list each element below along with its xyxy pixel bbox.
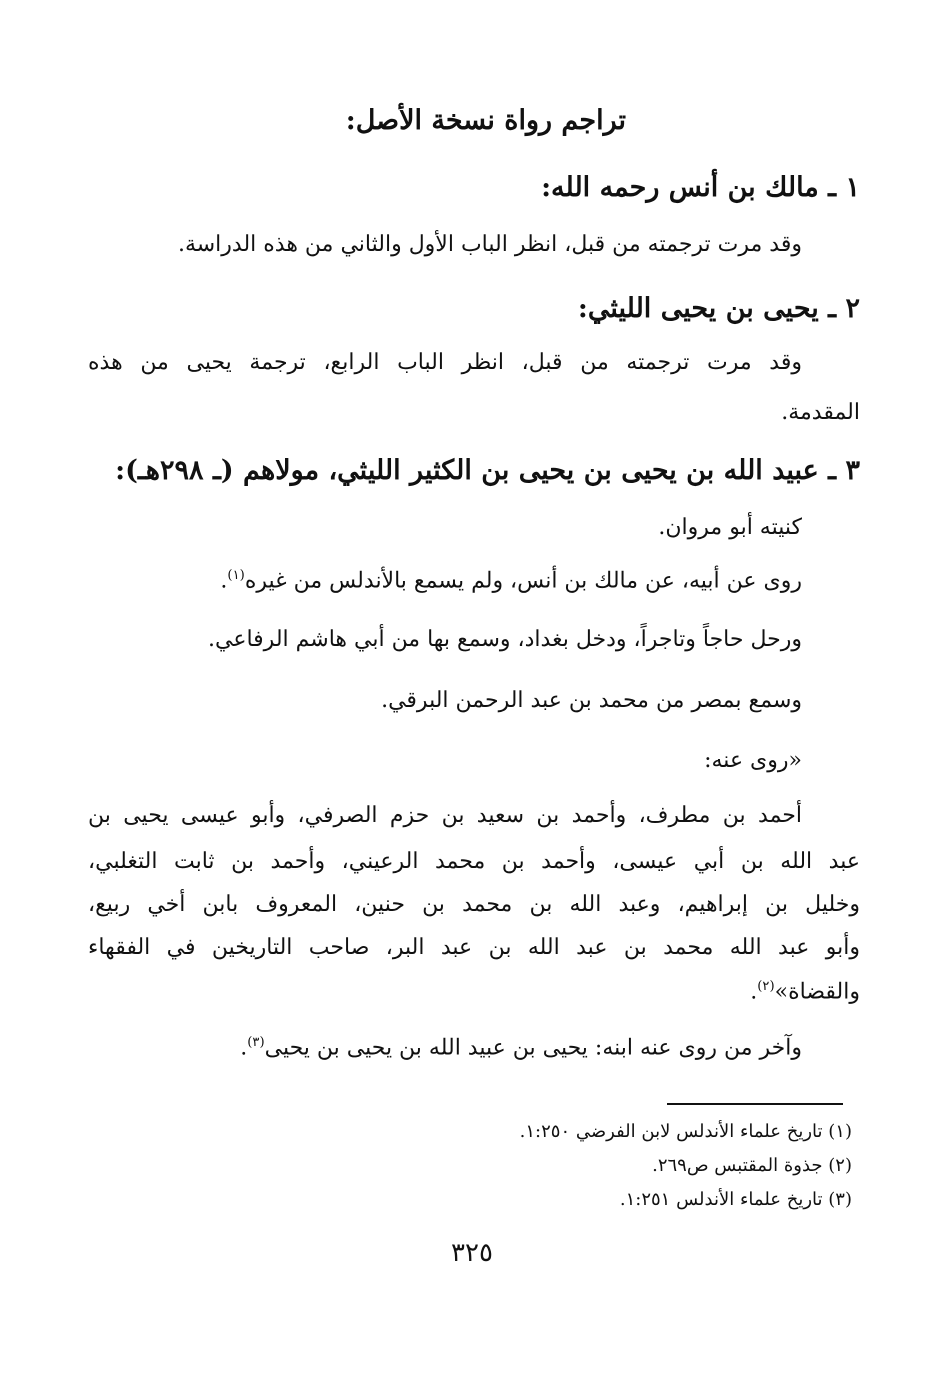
- narrators-line-4: وأبو عبد الله محمد بن عبد الله بن عبد البر، صاحب التاريخين في الفقهاء: [88, 935, 860, 960]
- kunya-text: كنيته أبو مروان.: [658, 515, 802, 540]
- page-number: ٣٢٥: [451, 1238, 493, 1268]
- page-title: تراجم رواة نسخة الأصل:: [345, 105, 626, 136]
- narrators-last-end: .: [750, 979, 758, 1005]
- narrators-line-3: وخليل بن إبراهيم، وعبد الله بن محمد بن حنين، المعروف بابن أخي ربيع،: [88, 892, 860, 917]
- egypt-text: وسمع بمصر من محمد بن عبد الرحمن البرقي.: [381, 688, 802, 713]
- footnote-2: (٢) جذوة المقتبس ص٢٦٩.: [652, 1155, 852, 1176]
- narrators-line-5: [0, 979, 860, 1004]
- narrated-from-text: [0, 568, 802, 593]
- section-heading-malik: ١ ـ مالك بن أنس رحمه الله:: [541, 172, 860, 203]
- section-text-yahya-line1: وقد مرت ترجمته من قبل، انظر الباب الرابع، ترجمة يحيى من هذه: [88, 350, 802, 375]
- last-narrator-end: .: [240, 1035, 248, 1061]
- narrators-last-text: والقضاة»: [774, 979, 860, 1005]
- narrators-line-2: عبد الله بن أبي عيسى، وأحمد بن محمد الرعيني، وأحمد بن ثابت التغلبي،: [88, 849, 860, 874]
- footnote-ref-1: (١): [227, 568, 245, 583]
- narrators-line-1: أحمد بن مطرف، وأحمد بن سعيد بن حزم الصرفي، وأبو عيسى يحيى بن: [88, 803, 802, 828]
- narrated-from-end: .: [220, 568, 228, 594]
- travel-text: ورحل حاجاً وتاجراً، ودخل بغداد، وسمع بها من أبي هاشم الرفاعي.: [208, 627, 802, 652]
- footnote-divider: [667, 1103, 843, 1105]
- footnote-ref-3: (٣): [247, 1035, 265, 1050]
- footnote-1: (١) تاريخ علماء الأندلس لابن الفرضي ١:٢٥٠.: [519, 1121, 852, 1142]
- section-heading-yahya: ٢ ـ يحيى بن يحيى الليثي:: [577, 293, 860, 324]
- narrated-by-label: «روى عنه:: [704, 748, 802, 773]
- narrated-from-body: روى عن أبيه، عن مالك بن أنس، ولم يسمع بالأندلس من غيره: [244, 568, 802, 594]
- footnote-3: (٣) تاريخ علماء الأندلس ١:٢٥١.: [619, 1189, 852, 1210]
- section-text-malik: وقد مرت ترجمته من قبل، انظر الباب الأول والثاني من هذه الدراسة.: [177, 232, 802, 257]
- section-text-yahya-line2: المقدمة.: [781, 400, 860, 425]
- last-narrator-text: [0, 1035, 802, 1060]
- last-narrator-body: وآخر من روى عنه ابنه: يحيى بن عبيد الله بن يحيى بن يحيى: [264, 1035, 802, 1061]
- footnote-ref-2: (٢): [757, 979, 775, 994]
- section-heading-ubaydallah: ٣ ـ عبيد الله بن يحيى بن يحيى بن الكثير الليثي، مولاهم (ـ ٢٩٨هـ):: [115, 455, 860, 486]
